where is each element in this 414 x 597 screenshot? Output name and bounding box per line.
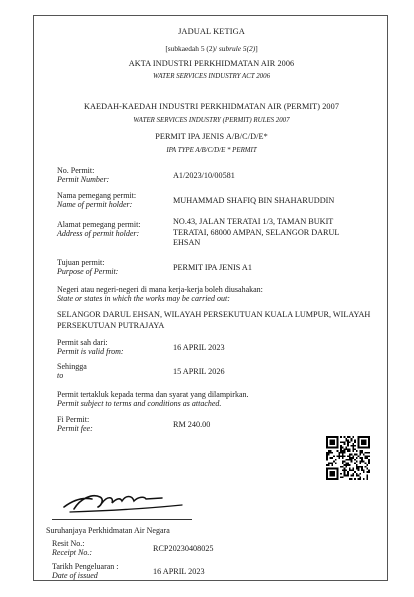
permit-number-label: No. Permit: Permit Number: (57, 166, 110, 184)
receipt-label: Resit No.: Receipt No.: (52, 539, 92, 557)
signature-line (52, 519, 192, 520)
rules-title-en: WATER SERVICES INDUSTRY (PERMIT) RULES 2007 (133, 117, 290, 124)
authority-name: Suruhanjaya Perkhidmatan Air Negara (46, 526, 170, 535)
signature-image (52, 477, 197, 517)
terms-text: Permit tertakluk kepada terma dan syarat yang dilampirkan. Permit subject to terms and conditions as attached. (57, 390, 249, 408)
issue-date-value: 16 APRIL 2023 (153, 567, 205, 576)
purpose-value: PERMIT IPA JENIS A1 (173, 263, 252, 272)
valid-from-label: Permit sah dari: Permit is valid from: (57, 338, 124, 356)
permit-type-en: IPA TYPE A/B/C/D/E * PERMIT (166, 147, 257, 154)
valid-to-label: Sehingga to (57, 362, 87, 380)
rules-title-ms: KAEDAH-KAEDAH INDUSTRI PERKHIDMATAN AIR (PERMIT) 2007 (83, 102, 340, 111)
permit-document (33, 15, 388, 581)
purpose-label: Tujuan permit: Purpose of Permit: (57, 258, 119, 276)
receipt-value: RCP20230408025 (153, 544, 214, 553)
valid-to-value: 15 APRIL 2026 (173, 367, 225, 376)
qr-code (326, 436, 370, 480)
holder-address-value: NO.43, JALAN TERATAI 1/3, TAMAN BUKIT TERATAI, 68000 AMPAN, SELANGOR DARUL EHSAN (173, 217, 340, 247)
permit-type-ms: PERMIT IPA JENIS A/B/C/D/E* (155, 132, 268, 141)
schedule-title: JADUAL KETIGA (178, 27, 245, 36)
states-label: Negeri atau negeri-negeri di mana kerja-kerja boleh diusahakan: State or states in which the works may be carried out: (57, 285, 263, 303)
fee-label: Fi Permit: Permit fee: (57, 415, 93, 433)
fee-value: RM 240.00 (173, 420, 211, 429)
states-value: SELANGOR DARUL EHSAN, WILAYAH PERSEKUTUAN KUALA LUMPUR, WILAYAH PERSEKUTUAN PUTRAJAYA (57, 310, 371, 330)
permit-number-value: A1/2023/10/00581 (173, 171, 235, 180)
act-title-en: WATER SERVICES INDUSTRY ACT 2006 (152, 73, 271, 80)
act-title-ms: AKTA INDUSTRI PERKHIDMATAN AIR 2006 (128, 59, 295, 68)
issue-date-label: Tarikh Pengeluaran : Date of issued (52, 562, 119, 580)
holder-address-label: Alamat pemegang permit: Address of permit holder: (57, 220, 141, 238)
holder-name-label: Nama pemegang permit: Name of permit holder: (57, 191, 137, 209)
valid-from-value: 16 APRIL 2023 (173, 343, 225, 352)
subsection-reference: [subkaedah 5 (2)/ subrule 5(2)] (165, 44, 258, 53)
holder-name-value: MUHAMMAD SHAFIQ BIN SHAHARUDDIN (173, 196, 335, 205)
